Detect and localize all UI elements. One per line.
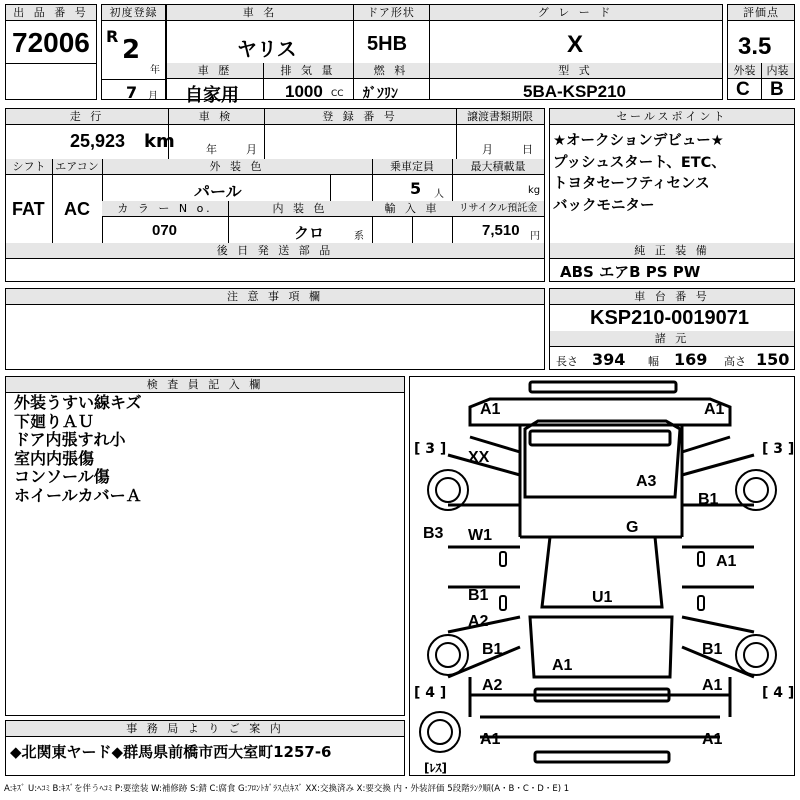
cc-unit: CC: [331, 89, 344, 99]
model-label: 型 式: [429, 63, 722, 79]
lot-number-box: [5, 4, 97, 100]
sales-line: プッシュスタート、ETC、: [553, 154, 726, 171]
registration-label: 初度登録: [102, 5, 165, 21]
height-label: 高さ: [724, 355, 746, 368]
transfer-month-unit: 月: [482, 143, 493, 156]
damage-mark: A3: [636, 473, 657, 490]
fuel: ｶﾞｿﾘﾝ: [363, 86, 398, 102]
ac-label: エアコン: [52, 159, 102, 175]
grade-label: グ レ ー ド: [429, 5, 722, 21]
damage-mark: A1: [704, 401, 725, 418]
score-label: 評価点: [728, 5, 794, 21]
damage-mark: B1: [702, 641, 723, 658]
width-label: 幅: [648, 355, 659, 368]
sales-line: ★オークションデビュー★: [553, 133, 724, 149]
equipment-label: 純 正 装 備: [550, 243, 794, 259]
recycle-unit: 円: [530, 231, 540, 242]
insp-month-unit: 月: [246, 143, 257, 156]
office-box: [5, 720, 405, 776]
later-parts-label: 後 日 発 送 部 品: [6, 243, 544, 259]
damage-mark: B1: [482, 641, 503, 658]
lot-number: 72006: [12, 27, 90, 58]
notes-box: [5, 288, 545, 370]
car-name: ヤリス: [237, 37, 297, 61]
load-unit: kg: [528, 185, 541, 196]
equipment: ABS エアB PS PW: [560, 263, 701, 281]
memo-line: 下廻りＡＵ: [14, 411, 95, 431]
spare-tire: [ﾚｽ]: [424, 761, 447, 775]
ext-score: C: [736, 79, 750, 100]
ext-color: パール: [194, 182, 242, 201]
era: R: [106, 27, 119, 46]
sales-points: [553, 131, 726, 217]
ac: AC: [64, 199, 90, 219]
damage-mark: A1: [480, 731, 501, 748]
capacity-unit: 人: [434, 189, 444, 200]
memo-line: 外装うすい線キズ: [14, 393, 142, 412]
capacity-label: 乗車定員: [372, 159, 452, 175]
memo-line: ドア内張すれ小: [14, 430, 126, 449]
chassis-label: 車 台 番 号: [550, 289, 794, 305]
score: 3.5: [738, 33, 772, 60]
car-name-label: 車 名: [167, 5, 353, 21]
model: 5BA-KSP210: [523, 82, 626, 101]
chassis-box: [549, 288, 795, 370]
vehicle-detail-box: [5, 108, 545, 282]
sales-line: トヨタセーフティセンス: [553, 176, 710, 192]
damage-mark: W1: [468, 527, 492, 544]
plate-label: 登 録 番 号: [264, 109, 456, 125]
length: 394: [592, 350, 626, 369]
cc-label: 排 気 量: [263, 63, 353, 79]
width: 169: [674, 350, 708, 369]
colorno: 070: [152, 222, 178, 239]
length-label: 長さ: [556, 355, 578, 368]
damage-mark: A1: [702, 677, 723, 694]
office-info: ◆北関東ヤード◆群馬県前橋市西大室町1257-6: [10, 743, 332, 761]
fuel-label: 燃 料: [353, 63, 429, 79]
transfer-label: 譲渡書類期限: [456, 109, 544, 125]
colorno-label: カ ラ ー N o.: [102, 201, 228, 217]
year-unit: 年: [150, 65, 160, 76]
history: 自家用: [185, 85, 239, 106]
damage-diagram: [409, 376, 795, 776]
car-outline: [410, 377, 794, 775]
score-box: [727, 4, 795, 100]
insp-year-unit: 年: [206, 143, 217, 156]
damage-mark: U1: [592, 589, 613, 606]
color-label: 外 装 色: [102, 159, 372, 175]
memo-line: コンソール傷: [14, 467, 110, 486]
car-info-box: [166, 4, 723, 106]
door-type: 5HB: [367, 33, 408, 55]
damage-mark: A1: [552, 657, 573, 674]
damage-mark: B1: [698, 491, 719, 508]
tire-rear-right: [ 4 ]: [762, 685, 795, 701]
damage-mark: A1: [480, 401, 501, 418]
spec-label: 諸 元: [550, 331, 794, 347]
import-label: 輸 入 車: [372, 201, 452, 217]
inspection-label: 車 検: [168, 109, 264, 125]
memo-line: 室内内張傷: [14, 448, 95, 468]
memo-line: ホイールカバーＡ: [14, 485, 142, 505]
month-unit: 月: [148, 91, 158, 102]
registration-month: 7: [126, 83, 138, 102]
damage-mark: A2: [468, 613, 489, 630]
shift: FAT: [12, 199, 45, 219]
tire-front-left: [ 3 ]: [414, 441, 447, 457]
load-label: 最大積載量: [452, 159, 544, 175]
shift-label: シフト: [6, 159, 52, 175]
inspector-memo: [14, 394, 142, 505]
damage-mark: XX: [468, 449, 490, 466]
int-score: B: [770, 79, 784, 100]
damage-mark: A1: [702, 731, 723, 748]
office-label: 事 務 局 よ り ご 案 内: [6, 721, 404, 737]
registration-year: 2: [122, 35, 141, 65]
cc: 1000: [285, 82, 323, 101]
notes-label: 注 意 事 項 欄: [6, 289, 544, 305]
capacity: 5: [410, 179, 422, 198]
door-label: ドア形状: [353, 5, 429, 21]
lot-number-label: 出 品 番 号: [6, 5, 96, 21]
transfer-day-unit: 日: [522, 143, 533, 156]
history-label: 車 歴: [167, 63, 263, 79]
tire-front-right: [ 3 ]: [762, 441, 795, 457]
damage-mark: G: [626, 519, 639, 536]
grade: X: [567, 31, 584, 58]
ext-label: 外装: [728, 63, 761, 79]
recycle-label: リサイクル預託金: [452, 201, 544, 217]
sales-box: [549, 108, 795, 282]
inspector-box: [5, 376, 405, 716]
inspector-label: 検 査 員 記 入 欄: [6, 377, 404, 393]
height: 150: [756, 350, 790, 369]
damage-mark: B3: [423, 525, 444, 542]
recycle: 7,510: [482, 222, 520, 239]
tire-rear-left: [ 4 ]: [414, 685, 447, 701]
legend: A:ｷｽﾞ U:ﾍｺﾐ B:ｷｽﾞを伴うﾍｺﾐ P:要塗装 W:補修跡 S:錆 C:腐食 G:ﾌﾛﾝﾄｶﾞﾗｽ点ｷｽﾞ XX:交換済み X:要交換 内・外装評価 5段階ﾗﾝｸ順(A・B・C・D・E) 1: [4, 784, 570, 794]
intcolor-label: 内 装 色: [228, 201, 372, 217]
mileage-label: 走 行: [6, 109, 168, 125]
intcolor: クロ: [294, 224, 325, 242]
sales-line: バックモニター: [553, 197, 655, 214]
int-label: 内装: [761, 63, 794, 79]
damage-mark: A2: [482, 677, 503, 694]
sales-label: セールスポイント: [550, 109, 794, 125]
mileage-unit: km: [144, 131, 175, 152]
damage-mark: A1: [716, 553, 737, 570]
registration-box: [101, 4, 166, 100]
mileage: 25,923: [70, 131, 126, 151]
chassis-number: KSP210-0019071: [590, 307, 750, 329]
intcolor-unit: 系: [354, 231, 364, 242]
damage-mark: B1: [468, 587, 489, 604]
